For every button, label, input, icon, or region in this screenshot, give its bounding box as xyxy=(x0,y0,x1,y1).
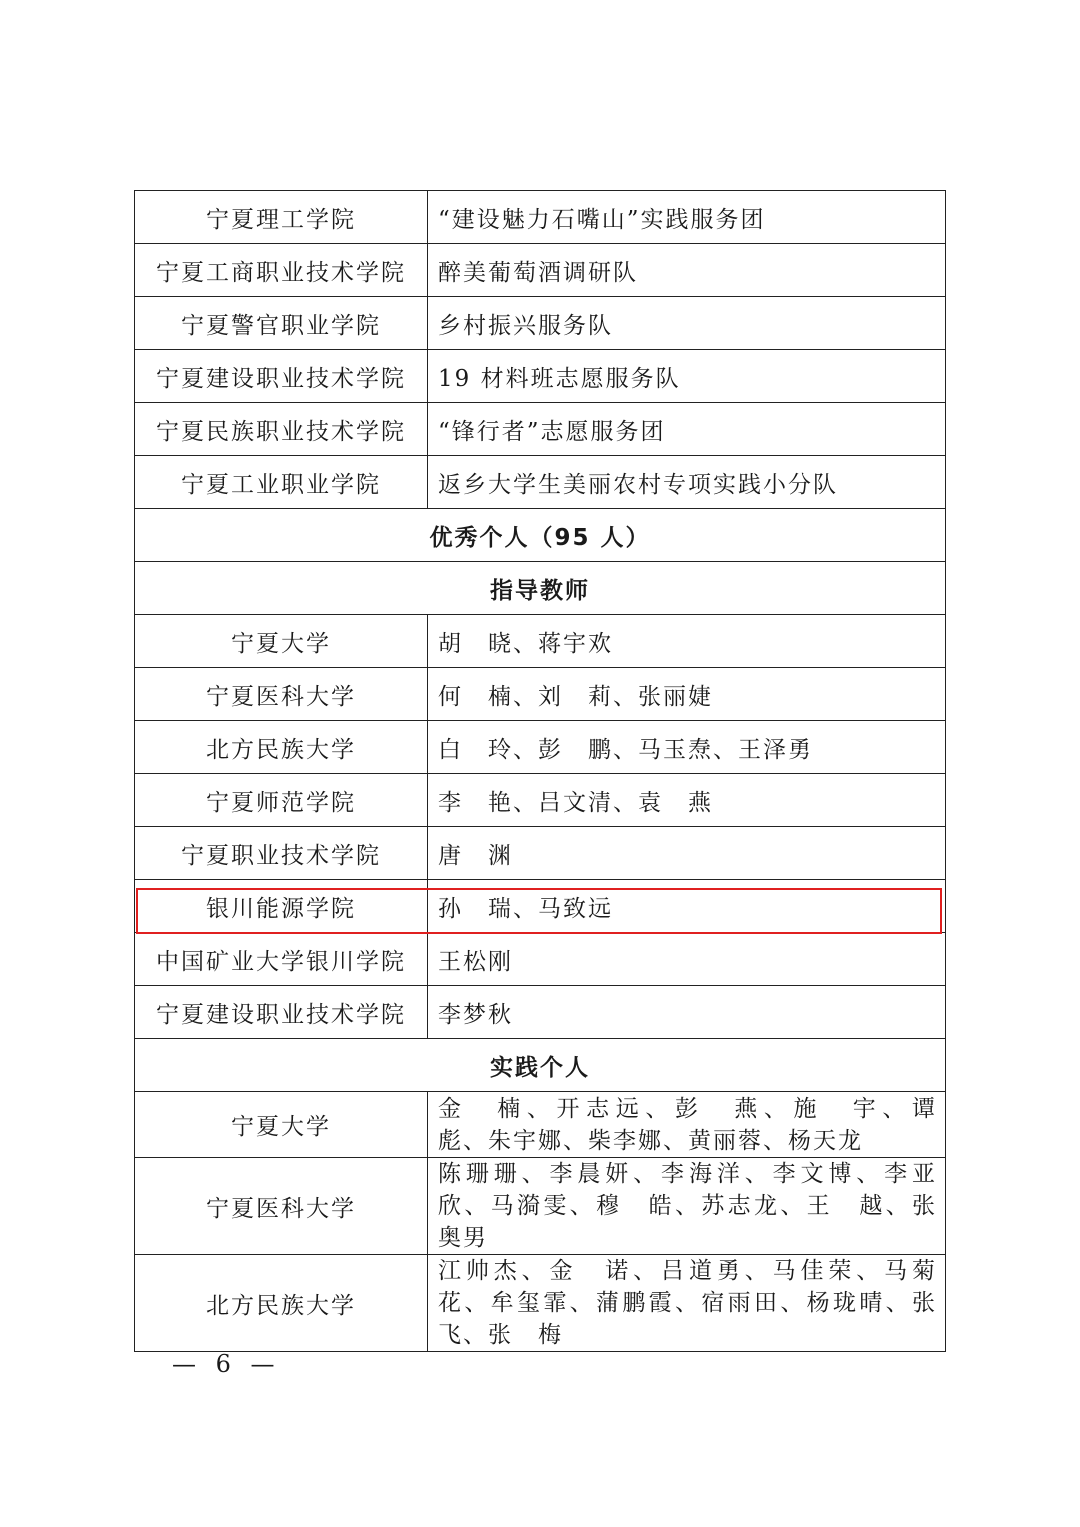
table-row xyxy=(135,403,946,456)
team-cell: “锋行者”志愿服务团 xyxy=(428,403,946,456)
school-cell: 宁夏民族职业技术学院 xyxy=(135,403,428,456)
table-row xyxy=(135,191,946,244)
names-cell: 江帅杰、金 诺、吕道勇、马佳荣、马菊花、牟玺霏、蒲鹏霞、宿雨田、杨珑晴、张 飞、张 梅 xyxy=(428,1255,946,1352)
table-row xyxy=(135,297,946,350)
names-cell: 唐 渊 xyxy=(428,827,946,880)
names-cell: 陈珊珊、李晨妍、李海洋、李文博、李亚欣、马漪雯、穆 皓、苏志龙、王 越、张奥男 xyxy=(428,1158,946,1255)
table-row xyxy=(135,244,946,297)
table-row xyxy=(135,986,946,1039)
school-cell: 宁夏师范学院 xyxy=(135,774,428,827)
table-row xyxy=(135,1255,946,1352)
school-cell: 宁夏医科大学 xyxy=(135,1158,428,1255)
school-cell: 北方民族大学 xyxy=(135,721,428,774)
school-cell: 宁夏警官职业学院 xyxy=(135,297,428,350)
names-cell: 李梦秋 xyxy=(428,986,946,1039)
table-row xyxy=(135,1092,946,1158)
team-cell: “建设魅力石嘴山”实践服务团 xyxy=(428,191,946,244)
section-individuals-heading: 优秀个人（95 人） xyxy=(135,509,946,562)
table-row xyxy=(135,1158,946,1255)
school-cell: 银川能源学院 xyxy=(135,880,428,933)
table-row xyxy=(135,827,946,880)
school-cell: 宁夏工业职业学院 xyxy=(135,456,428,509)
school-cell: 宁夏大学 xyxy=(135,615,428,668)
names-cell: 何 楠、刘 莉、张丽婕 xyxy=(428,668,946,721)
team-cell: 乡村振兴服务队 xyxy=(428,297,946,350)
school-cell: 宁夏医科大学 xyxy=(135,668,428,721)
names-cell: 孙 瑞、马致远 xyxy=(428,880,946,933)
school-cell: 宁夏理工学院 xyxy=(135,191,428,244)
section-practice-heading: 实践个人 xyxy=(135,1039,946,1092)
team-cell: 返乡大学生美丽农村专项实践小分队 xyxy=(428,456,946,509)
names-cell: 李 艳、吕文清、袁 燕 xyxy=(428,774,946,827)
school-cell: 宁夏大学 xyxy=(135,1092,428,1158)
table-row xyxy=(135,668,946,721)
section-header-row xyxy=(135,1039,946,1092)
school-cell: 宁夏工商职业技术学院 xyxy=(135,244,428,297)
table-row xyxy=(135,933,946,986)
school-cell: 中国矿业大学银川学院 xyxy=(135,933,428,986)
names-cell: 王松刚 xyxy=(428,933,946,986)
names-cell: 胡 晓、蒋宇欢 xyxy=(428,615,946,668)
award-table xyxy=(134,190,962,1352)
school-cell: 宁夏职业技术学院 xyxy=(135,827,428,880)
table-row xyxy=(135,456,946,509)
school-cell: 宁夏建设职业技术学院 xyxy=(135,350,428,403)
section-header-row xyxy=(135,562,946,615)
section-header-row xyxy=(135,509,946,562)
page-number: — 6 — xyxy=(172,1350,281,1378)
section-teachers-heading: 指导教师 xyxy=(135,562,946,615)
table-row xyxy=(135,774,946,827)
table-row xyxy=(135,615,946,668)
table-row xyxy=(135,350,946,403)
table-row-highlighted xyxy=(135,880,946,933)
team-cell: 醉美葡萄酒调研队 xyxy=(428,244,946,297)
names-cell: 白 玲、彭 鹏、马玉焘、王泽勇 xyxy=(428,721,946,774)
school-cell: 宁夏建设职业技术学院 xyxy=(135,986,428,1039)
table-row xyxy=(135,721,946,774)
school-cell: 北方民族大学 xyxy=(135,1255,428,1352)
team-cell: 19 材料班志愿服务队 xyxy=(428,350,946,403)
names-cell: 金 楠、开志远、彭 燕、施 宇、谭 彪、朱宇娜、柴李娜、黄丽蓉、杨天龙 xyxy=(428,1092,946,1158)
